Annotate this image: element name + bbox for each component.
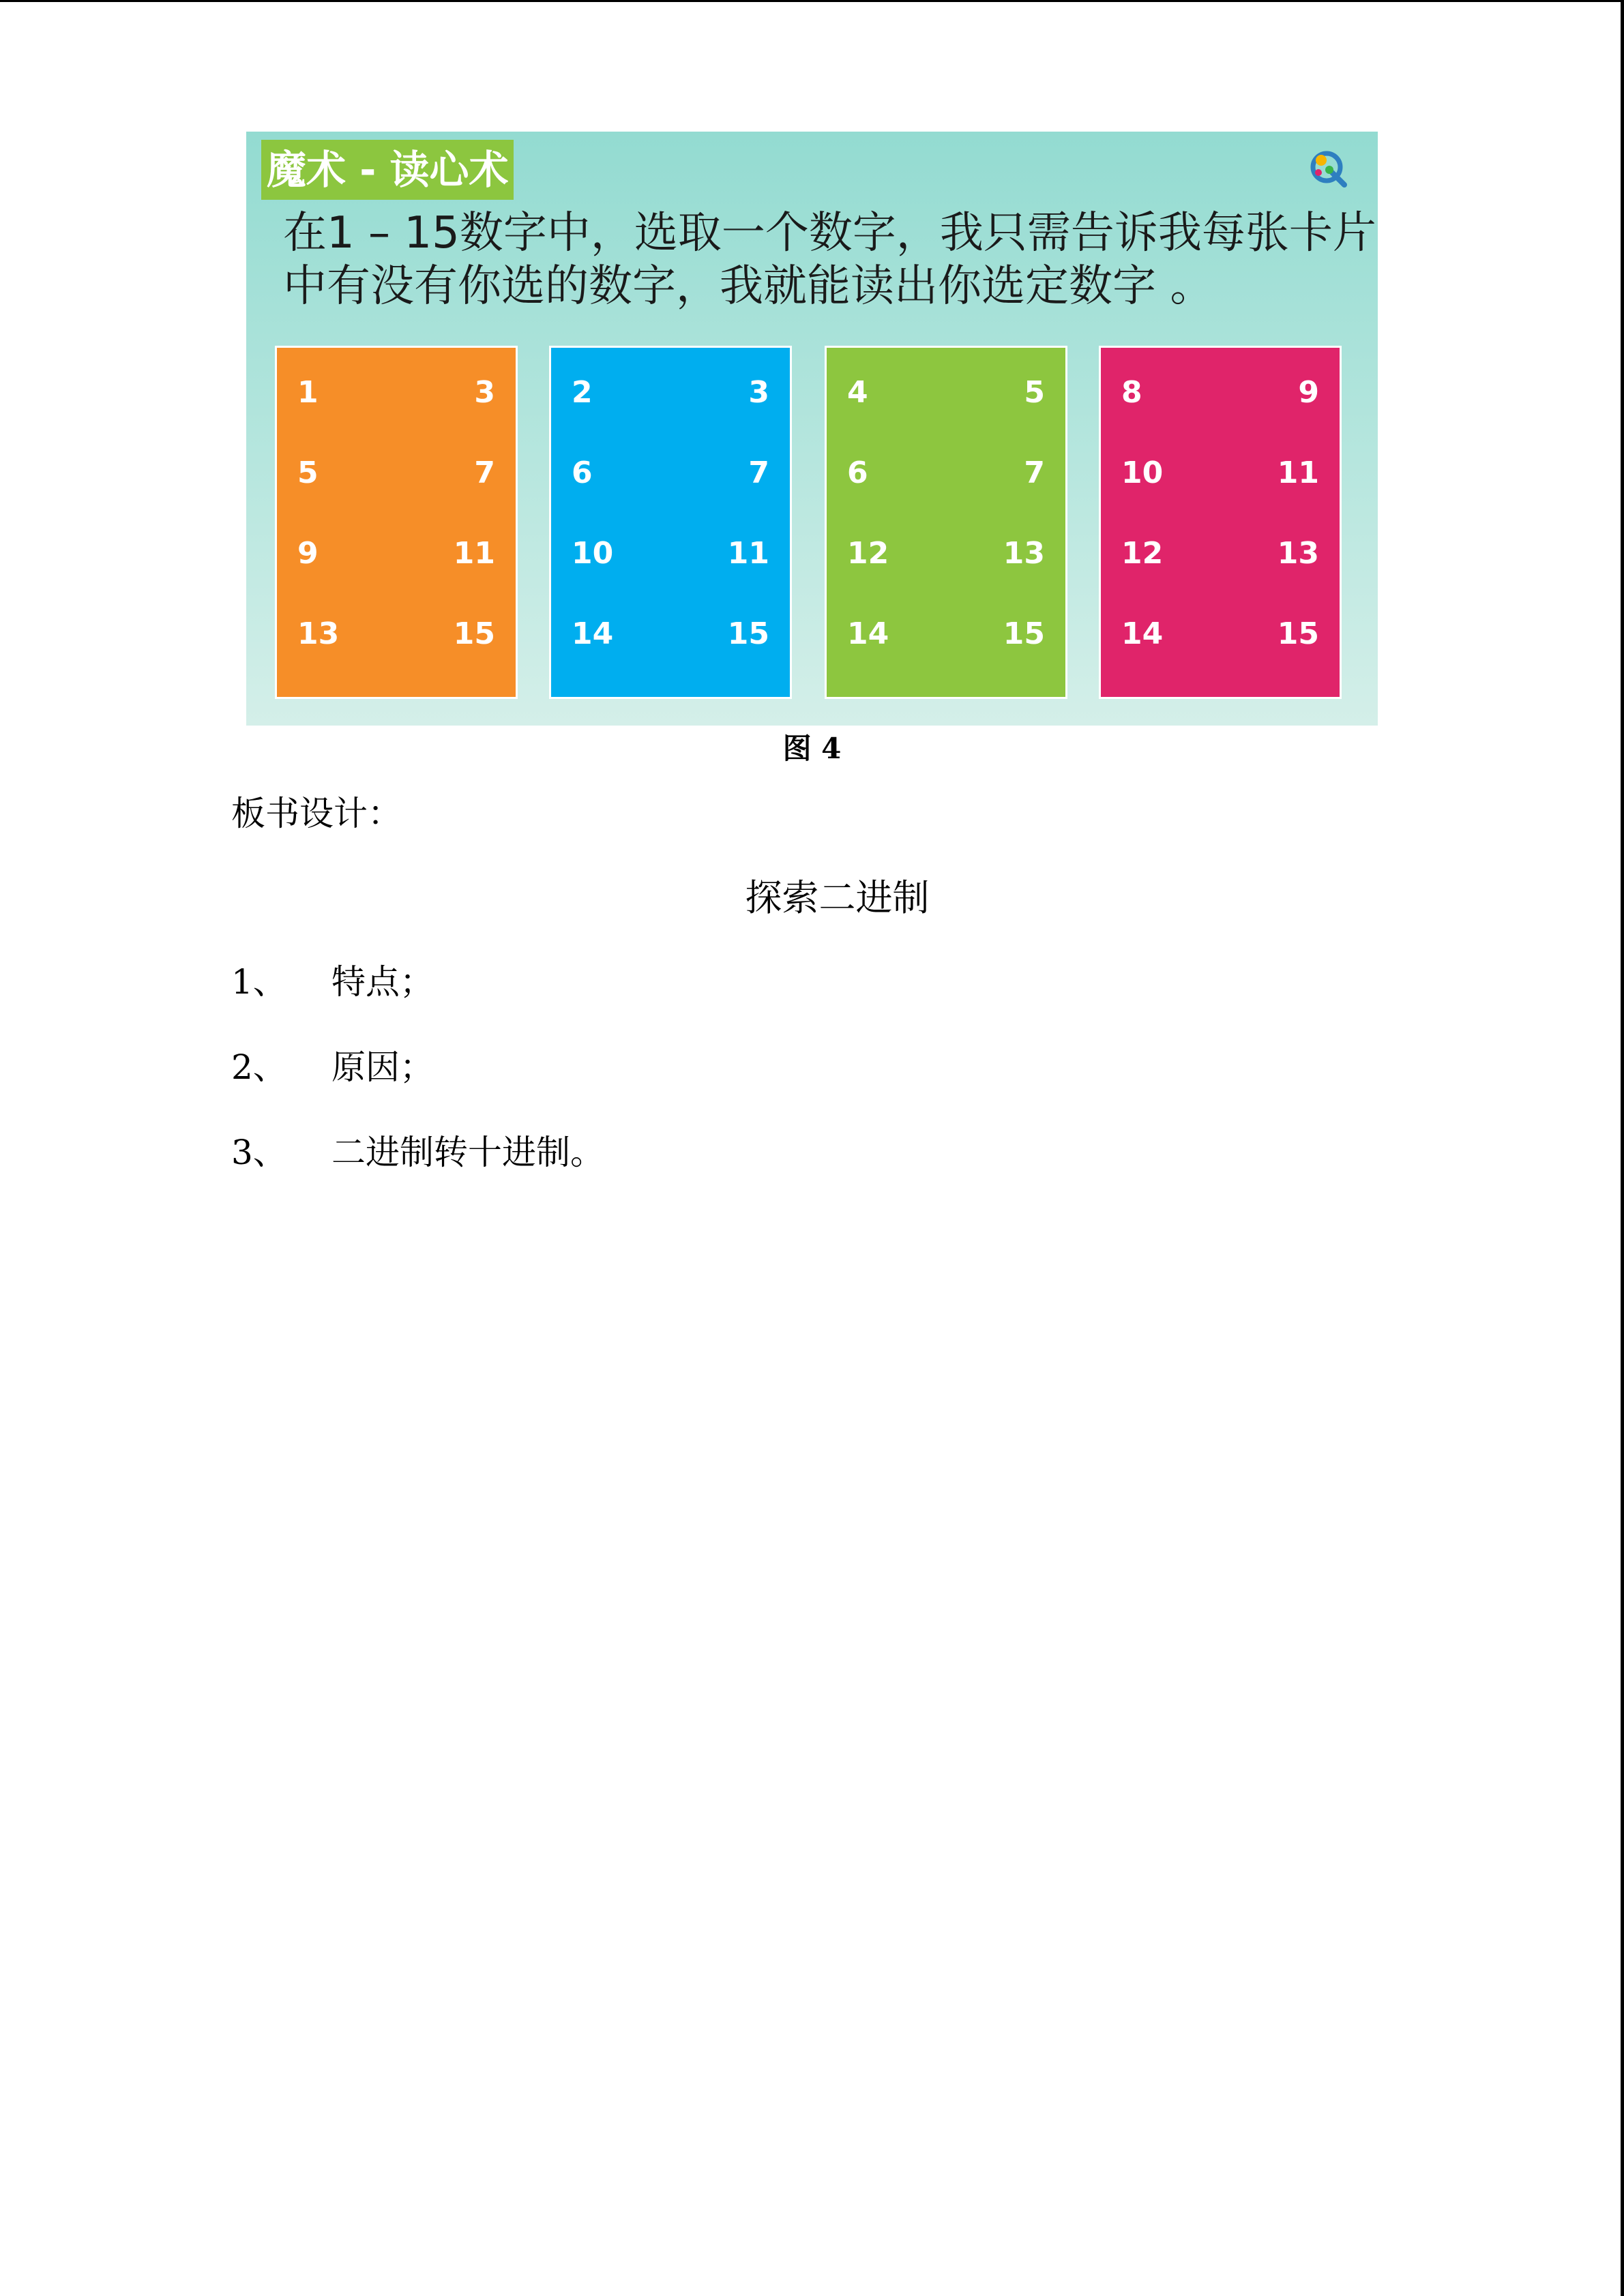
card-number: 10 [572, 536, 614, 571]
card-number: 10 [1121, 456, 1164, 490]
card-number: 1 [297, 375, 319, 410]
q-logo-icon [1306, 145, 1351, 190]
slide-instruction-line-2: 中有没有你选的数字，我就能读出你选定数字 。 [283, 261, 1214, 312]
card-number: 8 [1121, 375, 1142, 410]
card-number: 11 [453, 536, 495, 571]
card-number: 15 [1277, 616, 1319, 651]
slide-instruction [283, 207, 1376, 313]
figure-caption: 图 4 [782, 732, 842, 765]
card-number: 4 [847, 375, 868, 410]
board-design-label: 板书设计： [231, 794, 402, 833]
card-number: 11 [1277, 456, 1319, 490]
card-number: 12 [1121, 536, 1164, 571]
card-number: 13 [1277, 536, 1319, 571]
slide-title: 魔术 - 读心术 [261, 140, 514, 200]
card-number: 3 [748, 375, 769, 410]
number-card-blue [549, 346, 792, 699]
list-item-number: 1、 [231, 962, 287, 1002]
card-number: 7 [474, 456, 495, 490]
card-number: 6 [572, 456, 593, 490]
card-number: 14 [1121, 616, 1164, 651]
card-number: 7 [748, 456, 769, 490]
card-number: 5 [297, 456, 319, 490]
card-number: 13 [297, 616, 340, 651]
card-number: 5 [1024, 375, 1045, 410]
board-title: 探索二进制 [745, 876, 930, 919]
card-number: 14 [572, 616, 614, 651]
list-item-text: 原因； [331, 1047, 434, 1087]
card-number: 15 [1003, 616, 1045, 651]
card-number: 15 [453, 616, 495, 651]
number-card-pink [1099, 346, 1342, 699]
card-number: 14 [847, 616, 889, 651]
slide-instruction-line-1: 在1 – 15数字中，选取一个数字，我只需告诉我每张卡片 [283, 208, 1376, 258]
card-number: 12 [847, 536, 889, 571]
number-card-orange [275, 346, 518, 699]
card-number: 2 [572, 375, 593, 410]
magic-slide-image [246, 132, 1378, 726]
card-number: 9 [1298, 375, 1319, 410]
list-item-number: 2、 [231, 1047, 287, 1087]
card-number: 9 [297, 536, 319, 571]
card-number: 13 [1003, 536, 1045, 571]
card-number: 15 [727, 616, 769, 651]
list-item-text: 特点； [331, 962, 434, 1002]
card-number: 11 [727, 536, 769, 571]
card-number: 6 [847, 456, 868, 490]
list-item-number: 3、 [231, 1133, 287, 1172]
card-number: 3 [474, 375, 495, 410]
list-item-text: 二进制转十进制。 [331, 1133, 604, 1172]
number-card-green [825, 346, 1067, 699]
card-number: 7 [1024, 456, 1045, 490]
